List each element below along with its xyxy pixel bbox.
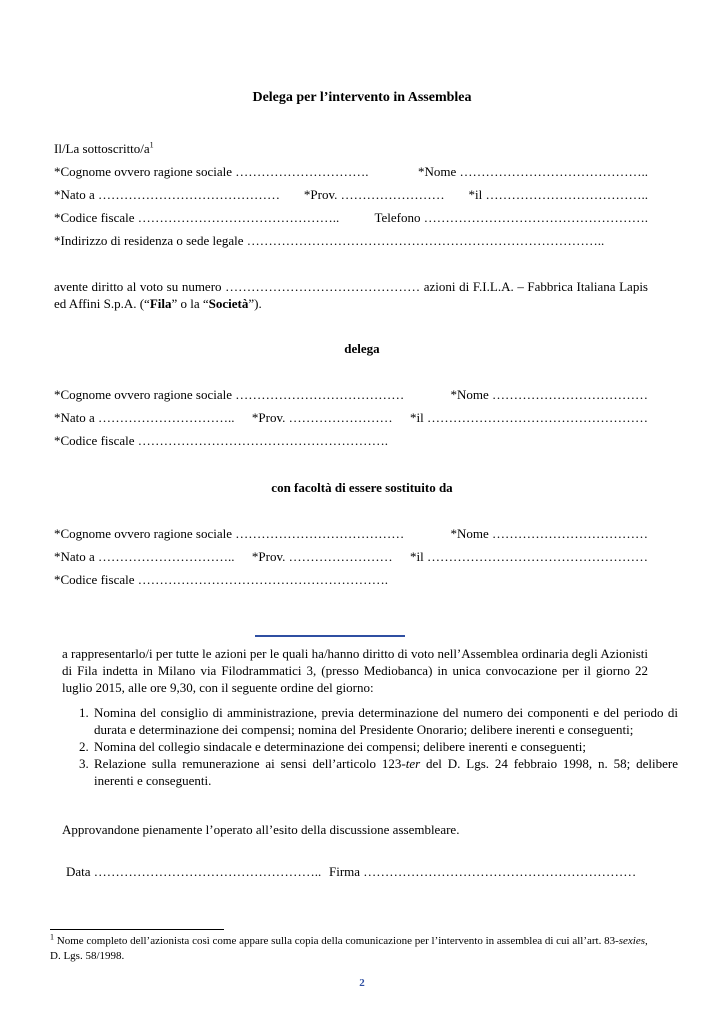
page-number: 2 bbox=[359, 977, 365, 989]
footnote-number: 1 bbox=[50, 932, 54, 942]
representation-paragraph: a rappresentarlo/i per tutte le azioni per le quali ha/hanno diritto di voto nell’Assemblea ordinaria degli Azionisti di Fila indetta in Milano via Filodrammatici 3, (presso Mediobanca) in unica convocazione per il giorno 22 luglio 2015, alle ore 9,30, con il seguente ordine del giorno: bbox=[62, 646, 648, 695]
delegate-date-field[interactable]: *il …………………………………………… bbox=[410, 410, 648, 425]
date-field[interactable]: Data …………………………………………….. bbox=[66, 864, 322, 879]
substitute-born-field[interactable]: *Nato a ………………………….. bbox=[54, 549, 235, 564]
signatory-name-field[interactable]: *Nome …………………………………….. bbox=[417, 164, 648, 179]
delegate-taxcode-field[interactable]: *Codice fiscale …………………………………………………. bbox=[54, 433, 388, 448]
substitute-heading: con facoltà di essere sostituito da bbox=[271, 480, 453, 495]
delegate-surname-field[interactable]: *Cognome ovvero ragione sociale ………………………………… bbox=[54, 387, 405, 402]
substitute-date-field[interactable]: *il …………………………………………… bbox=[410, 549, 648, 564]
footnote-ref: 1 bbox=[149, 140, 154, 150]
delegate-birth-row bbox=[54, 410, 648, 426]
agenda-item-1: 1. Nomina del consiglio di amministrazione, previa determinazione del numero dei componenti e del periodo di durata e determinazione dei compensi; nomina del Presidente Onorario; delibere inerenti e conseguenti; bbox=[92, 704, 678, 738]
signature-field[interactable]: Firma ……………………………………………………… bbox=[329, 864, 637, 879]
signatory-address-field[interactable]: *Indirizzo di residenza o sede legale ……………………………………………………………………….. bbox=[54, 233, 605, 248]
signatory-phone-field[interactable]: Telefono ……………………………………………. bbox=[374, 210, 648, 225]
footnote-separator bbox=[50, 929, 224, 930]
substitute-taxcode-field[interactable]: *Codice fiscale …………………………………………………. bbox=[54, 572, 388, 587]
footnote: $^1$ Nome completo dell’azionista così come appare sulla copia della comunicazione per l’intervento in assemblea di cui all’art. 83-sexies, D. Lgs. 58/1998. bbox=[50, 932, 648, 962]
signatory-name-row bbox=[54, 164, 648, 180]
signatory-date-field[interactable]: *il ……………………………….. bbox=[468, 187, 648, 202]
agenda-list bbox=[62, 704, 678, 789]
substitute-name-field[interactable]: *Nome ……………………………… bbox=[450, 526, 648, 541]
delega-heading: delega bbox=[344, 341, 380, 356]
document-title: Delega per l’intervento in Assemblea bbox=[252, 90, 472, 105]
entitlement-paragraph: avente diritto al voto su numero ……………………………………… azioni di F.I.L.A. – Fabbrica Italiana Lapis ed Affini S.p.A. (“Fila” o la “Società”). bbox=[54, 279, 648, 311]
divider-line bbox=[255, 635, 405, 637]
signatory-intro-label: Il/La sottoscritto/a bbox=[54, 141, 150, 156]
approval-text: Approvandone pienamente l’operato all’esito della discussione assembleare. bbox=[62, 822, 460, 837]
signatory-intro bbox=[54, 141, 154, 157]
signatory-taxcode-field[interactable]: *Codice fiscale ……………………………………….. bbox=[54, 210, 340, 225]
delegate-name-row bbox=[54, 387, 648, 403]
delegate-born-field[interactable]: *Nato a ………………………….. bbox=[54, 410, 235, 425]
delegate-name-field[interactable]: *Nome ……………………………… bbox=[450, 387, 648, 402]
signatory-birth-row bbox=[54, 187, 648, 203]
signatory-taxcode-row bbox=[54, 210, 648, 226]
signatory-prov-field[interactable]: *Prov. …………………… bbox=[303, 187, 445, 202]
substitute-prov-field[interactable]: *Prov. …………………… bbox=[251, 549, 393, 564]
substitute-birth-row bbox=[54, 549, 648, 565]
agenda-item-2: 2. Nomina del collegio sindacale e determinazione dei compensi; delibere inerenti e conseguenti; bbox=[92, 738, 678, 755]
substitute-surname-field[interactable]: *Cognome ovvero ragione sociale ………………………………… bbox=[54, 526, 405, 541]
agenda-item-3: 3. Relazione sulla remunerazione ai sensi dell’articolo 123-ter del D. Lgs. 24 febbraio 1998, n. 58; delibere inerenti e conseguenti. bbox=[92, 755, 678, 789]
delegate-prov-field[interactable]: *Prov. …………………… bbox=[251, 410, 393, 425]
substitute-name-row bbox=[54, 526, 648, 542]
signatory-surname-field[interactable]: *Cognome ovvero ragione sociale …………………………. bbox=[54, 164, 369, 179]
signatory-born-field[interactable]: *Nato a …………………………………… bbox=[54, 187, 281, 202]
